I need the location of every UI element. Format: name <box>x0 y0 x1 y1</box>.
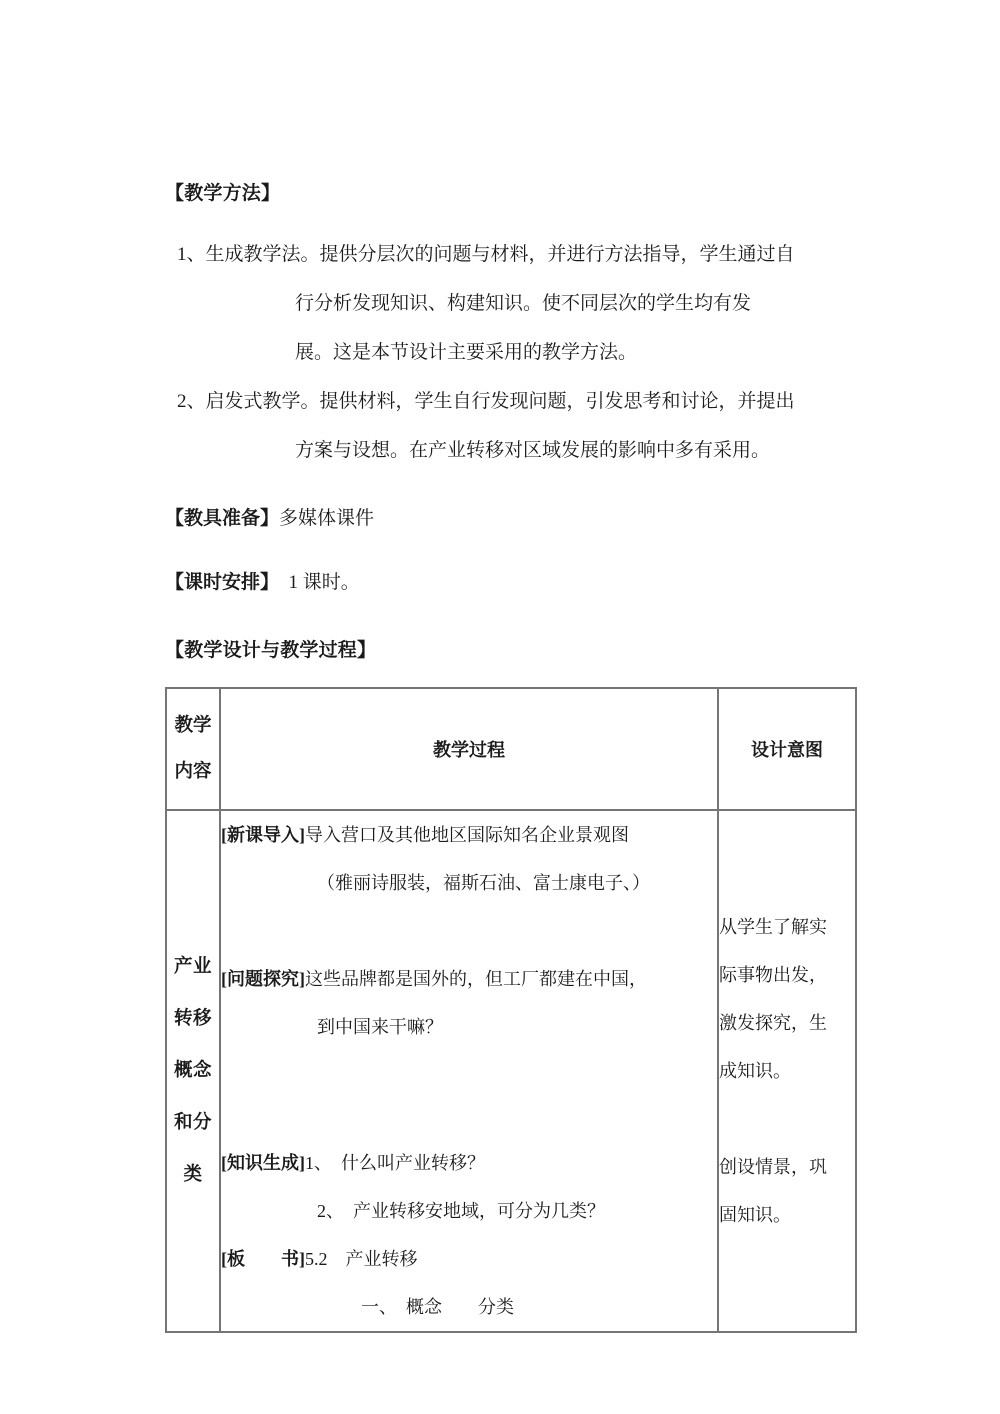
spacer <box>221 1099 717 1139</box>
process-text-blackboard: 5.2 产业转移 <box>305 1249 418 1269</box>
paragraph-method-1 <box>165 230 857 377</box>
header-cell-intent: 设计意图 <box>718 688 856 810</box>
spacer <box>221 1051 717 1099</box>
table-row <box>166 810 856 1332</box>
header-content-line-2: 内容 <box>174 762 212 782</box>
method-2-line-2: 方案与设想。在产业转移对区域发展的影响中多有采用。 <box>295 440 771 461</box>
process-tag-knowledge: [知识生成] <box>221 1153 305 1173</box>
line-teaching-aids <box>165 505 857 533</box>
process-text-inquiry: 这些品牌都是国外的，但工厂都建在中国， <box>305 969 647 989</box>
header-cell-process: 教学过程 <box>220 688 718 810</box>
topic-line: 和分 <box>173 1113 212 1133</box>
spacer <box>165 475 857 505</box>
method-1-line-3: 展。这是本节设计主要采用的教学方法。 <box>295 342 638 363</box>
process-tag-new-lesson: [新课导入] <box>221 825 305 845</box>
process-tag-inquiry: [问题探究] <box>221 969 305 989</box>
process-text-new-lesson: 导入营口及其他地区国际知名企业景观图 <box>305 825 629 845</box>
paragraph-method-2 <box>165 377 857 475</box>
header-content-line-1: 教学 <box>174 716 212 736</box>
spacer <box>165 533 857 569</box>
method-1-line-2: 行分析发现知识、构建知识。使不同层次的学生均有发 <box>295 293 752 314</box>
process-line-knowledge-q2: 2、 产业转移安地域，可分为几类？ <box>317 1201 605 1221</box>
process-line-brands: （雅丽诗服装，福斯石油、富士康电子、） <box>317 873 650 893</box>
topic-line: 产业 <box>173 957 212 977</box>
intent-line: 固知识。 <box>719 1205 791 1225</box>
teaching-aids-value: 多媒体课件 <box>279 508 375 529</box>
teaching-design-table <box>165 687 857 1333</box>
document-content <box>165 180 857 1333</box>
spacer <box>719 1095 855 1143</box>
topic-line: 转移 <box>173 1009 212 1029</box>
process-line-outline: 一、 概念 分类 <box>361 1297 514 1317</box>
spacer <box>165 597 857 637</box>
class-schedule-value: 1 课时。 <box>269 572 360 593</box>
process-line-knowledge <box>221 1139 717 1187</box>
cell-teaching-process <box>220 810 718 1332</box>
spacer <box>221 907 717 955</box>
intent-line: 际事物出发， <box>719 965 827 985</box>
process-tag-blackboard: [板 书] <box>221 1249 305 1269</box>
process-line-inquiry <box>221 955 717 1003</box>
method-2-line-1: 2、启发式教学。提供材料，学生自行发现问题，引发思考和讨论，并提出 <box>177 391 795 412</box>
method-1-line-1: 1、生成教学法。提供分层次的问题与材料，并进行方法指导，学生通过自 <box>177 244 795 265</box>
section-heading-design-process: 【教学设计与教学过程】 <box>165 640 377 661</box>
header-cell-content <box>166 688 220 810</box>
class-schedule-label: 【课时安排】 <box>165 572 270 593</box>
section-heading-teaching-methods: 【教学方法】 <box>165 183 281 204</box>
table-header-row <box>166 688 856 810</box>
process-line-inquiry-2: 到中国来干嘛？ <box>317 1017 443 1037</box>
intent-line: 成知识。 <box>719 1061 791 1081</box>
intent-line: 激发探究，生 <box>719 1013 827 1033</box>
cell-design-intent <box>718 810 856 1332</box>
topic-line: 类 <box>183 1165 203 1185</box>
intent-line: 创设情景，巩 <box>719 1157 827 1177</box>
topic-line: 概念 <box>173 1061 212 1081</box>
process-line-new-lesson <box>221 811 717 859</box>
process-text-knowledge-q1: 1、 什么叫产业转移？ <box>305 1153 485 1173</box>
teaching-aids-label: 【教具准备】 <box>165 508 280 529</box>
line-class-schedule <box>165 569 857 597</box>
cell-topic <box>166 810 220 1332</box>
intent-line: 从学生了解实 <box>719 917 827 937</box>
process-line-blackboard <box>221 1235 717 1283</box>
